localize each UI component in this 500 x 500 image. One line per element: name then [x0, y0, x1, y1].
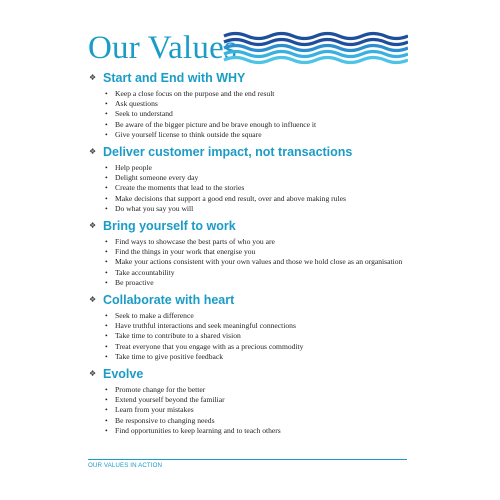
value-section [89, 143, 419, 214]
list-item: • Extend yourself beyond the familiar [105, 395, 419, 405]
list-item: • Delight someone every day [105, 173, 419, 183]
value-section [89, 365, 419, 436]
list-item: • Learn from your mistakes [105, 405, 419, 415]
footer-label: OUR VALUES IN ACTION [88, 462, 163, 469]
list-item: • Find ways to showcase the best parts of who you are [105, 237, 419, 247]
page-title: Our Values [88, 30, 237, 66]
list-item: • Take time to contribute to a shared vision [105, 331, 419, 341]
diamond-bullet-icon: ❖ [89, 369, 97, 379]
list-item: • Find the things in your work that energise you [105, 247, 419, 257]
section-title: Deliver customer impact, not transactions [103, 144, 353, 159]
section-header [89, 365, 419, 382]
section-title: Start and End with WHY [103, 70, 246, 85]
section-title: Bring yourself to work [103, 218, 236, 233]
list-item: • Seek to make a difference [105, 311, 419, 321]
diamond-bullet-icon: ❖ [89, 73, 97, 82]
list-item: • Be aware of the bigger picture and be brave enough to influence it [105, 120, 419, 130]
list-item: • Do what you say you will [105, 204, 419, 214]
diamond-bullet-icon: ❖ [89, 147, 97, 157]
bullet-list [89, 311, 419, 362]
bullet-list [89, 89, 419, 140]
list-item: • Promote change for the better [105, 385, 419, 395]
section-header [89, 143, 419, 160]
footer-divider [88, 459, 407, 460]
value-section [89, 217, 419, 288]
list-item: • Give yourself license to think outside the square [105, 130, 419, 140]
list-item: • Make your actions consistent with your own values and those we hold close as an organisation [105, 257, 419, 267]
list-item: • Create the moments that lead to the stories [105, 183, 419, 193]
diamond-bullet-icon: ❖ [89, 295, 97, 305]
section-header [89, 217, 419, 234]
list-item: • Find opportunities to keep learning and to teach others [105, 426, 419, 436]
list-item: • Seek to understand [105, 109, 419, 119]
list-item: • Keep a close focus on the purpose and the end result [105, 89, 419, 99]
section-title: Collaborate with heart [103, 292, 235, 307]
list-item: • Ask questions [105, 99, 419, 109]
section-header [89, 291, 419, 308]
value-section [89, 291, 419, 362]
bullet-list [89, 385, 419, 436]
diamond-bullet-icon: ❖ [89, 221, 97, 231]
waves-logo-icon [222, 31, 408, 65]
section-title: Evolve [103, 366, 144, 381]
section-header [89, 69, 419, 86]
list-item: • Take accountability [105, 268, 419, 278]
bullet-list [89, 163, 419, 214]
list-item: • Have truthful interactions and seek meaningful connections [105, 321, 419, 331]
list-item: • Take time to give positive feedback [105, 352, 419, 362]
values-list [89, 69, 419, 439]
list-item: • Treat everyone that you engage with as a precious commodity [105, 342, 419, 352]
list-item: • Be proactive [105, 278, 419, 288]
list-item: • Make decisions that support a good end result, over and above making rules [105, 194, 419, 204]
list-item: • Be responsive to changing needs [105, 416, 419, 426]
bullet-list [89, 237, 419, 288]
value-section [89, 69, 419, 140]
list-item: • Help people [105, 163, 419, 173]
